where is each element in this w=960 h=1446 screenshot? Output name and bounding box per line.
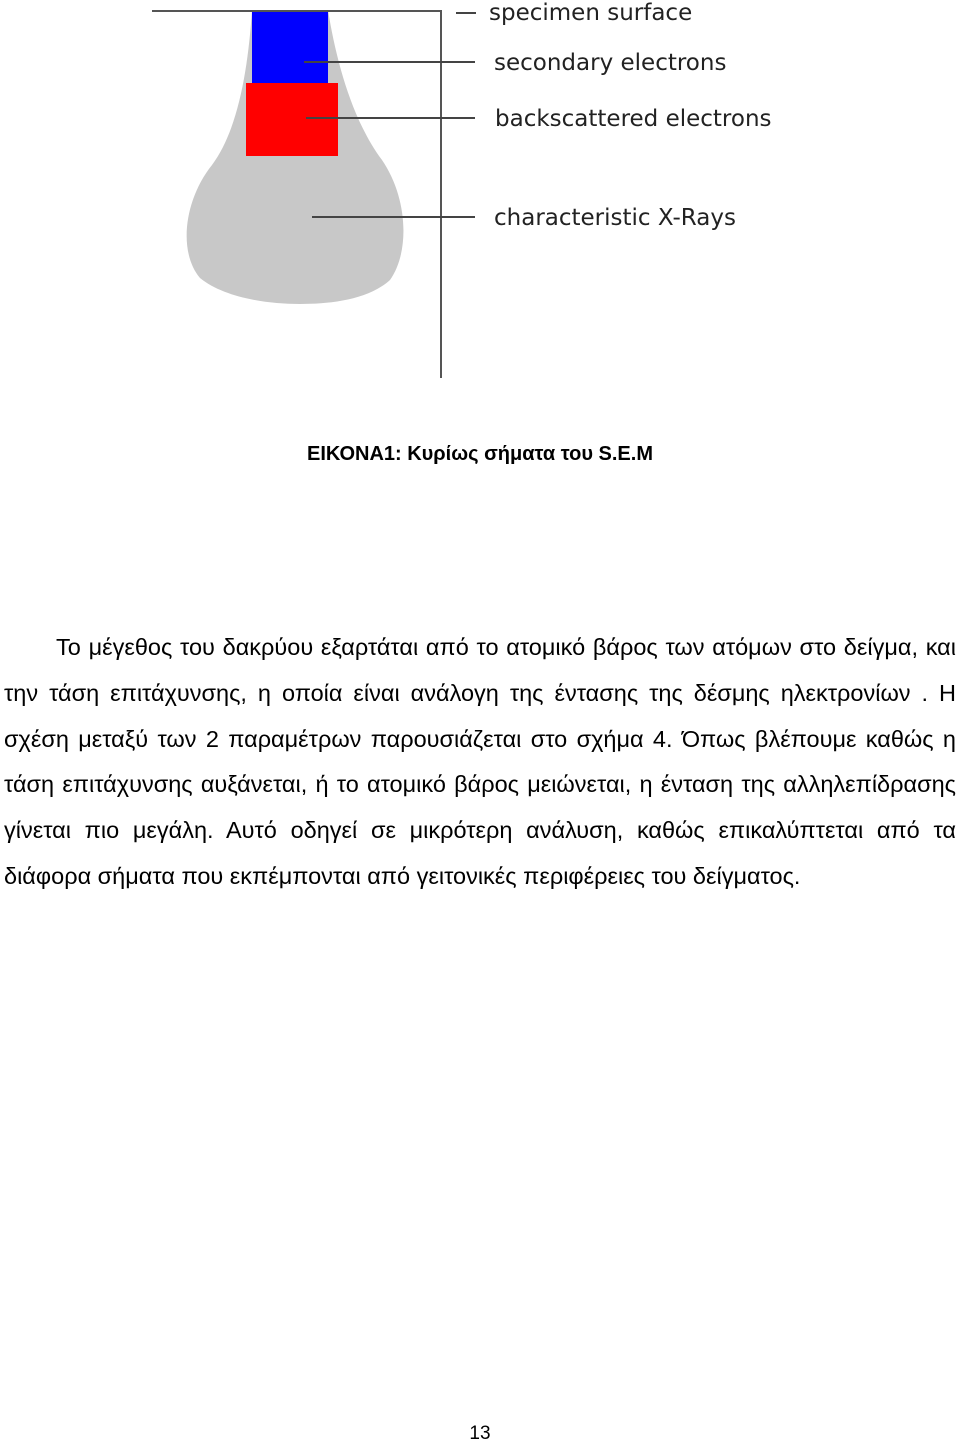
figure-caption: ΕΙΚΟΝΑ1: Κυρίως σήματα του S.E.M [307,443,653,465]
interaction-volume-diagram [0,0,960,390]
backscattered-electrons-label: backscattered electrons [495,106,772,132]
interaction-volume-figure [0,0,960,390]
specimen-surface-label: specimen surface [489,0,693,26]
body-paragraph [4,625,956,900]
characteristic-xrays-label: characteristic X-Rays [494,205,736,231]
backscattered-electrons-region [246,83,338,156]
paragraph-text: Το μέγεθος του δακρύου εξαρτάται από το ατομικό βάρος των ατόμων στο δείγμα, και την τάση επιτάχυνσης, η οποία είναι ανάλογη της έντασης της δέσμης ηλεκτρονίων . Η σχέση μεταξύ των 2 παραμέτρων παρουσιάζεται στο σχήμα 4. Όπως βλέπουμε καθώς η τάση επιτάχυνσης αυξάνεται, ή το ατομικό βάρος μειώνεται, η ένταση της αλληλεπίδρασης γίνεται πιο μεγάλη. Αυτό οδηγεί σε μικρότερη ανάλυση, καθώς επικαλύπτεται από τα διάφορα σήματα που εκπέμπονται από γειτονικές περιφέρειες του δείγματος. [4,634,956,889]
secondary-electrons-label: secondary electrons [494,50,727,76]
page-number: 13 [469,1423,491,1444]
secondary-electrons-region [252,10,328,84]
